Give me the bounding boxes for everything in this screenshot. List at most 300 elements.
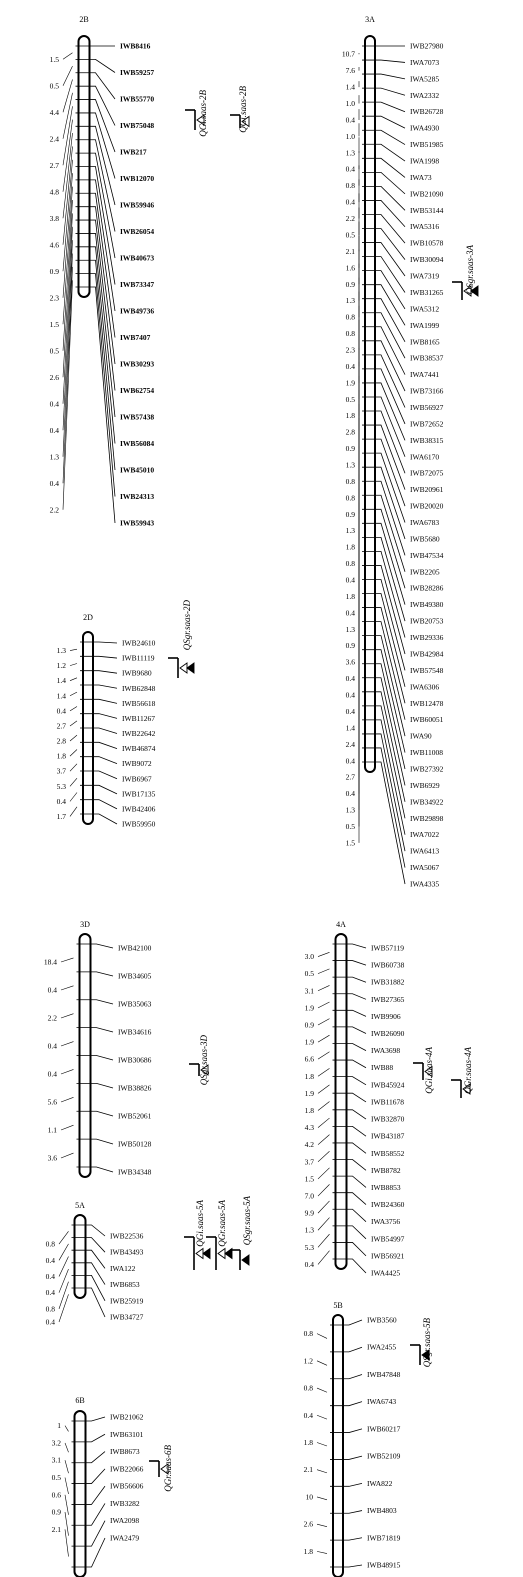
distance-label: 0.4	[345, 706, 355, 716]
distance-connector	[318, 985, 330, 990]
marker-label: IWB34605	[118, 971, 152, 981]
distance-label: 1.1	[47, 1125, 57, 1135]
marker-label: IWB32870	[371, 1114, 405, 1124]
distance-connector	[318, 1184, 330, 1196]
distance-label: 0.5	[49, 81, 59, 91]
marker-label: IWA7073	[410, 57, 440, 67]
marker-connector	[76, 113, 116, 179]
distance-connector	[318, 1052, 330, 1059]
distance-connector	[70, 793, 77, 802]
marker-label: IWA7441	[410, 370, 440, 380]
marker-connector	[362, 636, 405, 736]
marker-connector	[362, 355, 405, 408]
marker-label: IWB54997	[371, 1234, 405, 1244]
marker-connector	[333, 1193, 367, 1205]
marker-connector	[330, 1456, 362, 1459]
qtl-label: QGr.saas-4A	[463, 1047, 473, 1094]
marker-connector	[362, 341, 405, 391]
marker-connector	[362, 116, 405, 128]
marker-label: IWB38537	[410, 353, 444, 363]
marker-connector	[333, 1110, 367, 1119]
marker-label: IWB58552	[371, 1148, 405, 1158]
distance-label: 0.9	[345, 641, 355, 651]
distance-label: 1.3	[345, 624, 355, 634]
marker-label: IWB72652	[410, 419, 444, 429]
chromosome-bar	[75, 1411, 86, 1577]
qtl-qgi-saas-2b	[230, 85, 249, 132]
marker-label: IWB24313	[120, 492, 155, 501]
marker-connector	[72, 1452, 106, 1463]
distance-label: 1.4	[345, 723, 355, 733]
distance-label: 1.8	[345, 591, 355, 601]
distance-label: 3.1	[51, 1455, 61, 1465]
distance-connector	[61, 986, 74, 990]
distance-label: 18.4	[43, 957, 57, 967]
marker-label: IWB20020	[410, 501, 444, 511]
marker-connector	[330, 1565, 362, 1567]
marker-label: IWB43493	[110, 1247, 144, 1257]
marker-label: IWA5316	[410, 222, 440, 232]
distance-label: 0.9	[49, 266, 59, 276]
marker-label: IWB10578	[410, 238, 444, 248]
distance-connector	[317, 1443, 327, 1447]
distance-label: 0.4	[49, 425, 59, 435]
distance-label: 5.6	[47, 1097, 57, 1107]
qtl-label: QSgr.saas-2D	[182, 600, 192, 651]
distance-connector	[65, 1426, 69, 1432]
marker-label: IWB59257	[120, 68, 155, 77]
marker-label: IWB6967	[122, 774, 152, 784]
distance-connector	[70, 764, 77, 771]
distance-label: 9.9	[304, 1208, 314, 1218]
marker-connector	[333, 1242, 367, 1255]
marker-label: IWA2479	[110, 1533, 140, 1543]
marker-label: IWB35063	[118, 999, 152, 1009]
distance-connector	[61, 958, 74, 962]
marker-label: IWB51985	[410, 140, 444, 150]
chromosome-title: 2D	[83, 613, 93, 622]
distance-label: 3.1	[304, 986, 314, 996]
marker-connector	[333, 1077, 367, 1085]
distance-label: 0.4	[345, 361, 355, 371]
qtl-qgi-saas-4a	[413, 1046, 434, 1093]
marker-label: IWB60217	[367, 1424, 401, 1434]
distance-label: 1.5	[345, 838, 355, 848]
distance-connector	[63, 66, 73, 86]
distance-label: 5.3	[56, 781, 66, 791]
distance-label: 1.4	[345, 82, 355, 92]
distance-connector	[318, 1068, 330, 1076]
distance-label: 2.4	[345, 739, 355, 749]
marker-label: IWB45924	[371, 1080, 405, 1090]
distance-connector	[61, 1125, 74, 1130]
marker-label: IWB31882	[371, 977, 405, 987]
distance-connector	[59, 1269, 69, 1293]
distance-connector	[318, 1151, 330, 1162]
marker-label: IWB6929	[410, 780, 440, 790]
open-triangle-icon	[196, 1249, 203, 1259]
marker-label: IWB20753	[410, 616, 444, 626]
marker-label: IWA2332	[410, 90, 440, 100]
marker-label: IWB27365	[371, 994, 405, 1004]
marker-label: IWB42406	[122, 804, 156, 814]
distance-label: 1.9	[345, 378, 355, 388]
distance-label: 0.4	[345, 197, 355, 207]
chromosome-title: 3A	[365, 15, 375, 24]
marker-label: IWA1999	[410, 320, 440, 330]
marker-label: IWB24360	[371, 1200, 405, 1210]
distance-label: 2.4	[49, 134, 59, 144]
distance-connector	[318, 1218, 330, 1231]
distance-label: 7.6	[345, 66, 355, 76]
qtl-label: QSgr.saas-5B	[422, 1318, 432, 1368]
marker-connector	[333, 961, 367, 966]
distance-label: 0.9	[304, 1020, 314, 1030]
marker-connector	[72, 1225, 106, 1236]
marker-label: IWB31265	[410, 287, 444, 297]
distance-label: 1.8	[304, 1106, 314, 1115]
marker-connector	[330, 1511, 362, 1514]
distance-label: 0.8	[45, 1304, 55, 1314]
qtl-qsgr-saas-3d	[189, 1035, 209, 1086]
marker-connector	[333, 1043, 367, 1050]
chromosome-5a	[46, 1201, 144, 1327]
distance-connector	[70, 649, 77, 650]
marker-label: IWB30094	[410, 255, 444, 265]
marker-label: IWB52061	[118, 1111, 152, 1121]
marker-connector	[333, 1226, 367, 1239]
distance-connector	[317, 1334, 327, 1339]
chromosome-title: 2B	[79, 15, 89, 24]
distance-label: 10	[305, 1492, 313, 1502]
marker-label: IWB9072	[122, 759, 152, 769]
marker-label: IWA1998	[410, 156, 440, 166]
distance-connector	[318, 1234, 330, 1247]
distance-label: 0.8	[303, 1383, 313, 1393]
distance-connector	[318, 1135, 330, 1145]
chromosome-3a	[342, 15, 444, 889]
marker-connector	[362, 102, 405, 112]
marker-label: IWB71819	[367, 1533, 401, 1543]
distance-label: 0.4	[45, 1317, 55, 1327]
marker-connector	[77, 1000, 114, 1004]
marker-label: IWB43187	[371, 1131, 405, 1141]
distance-label: 1.8	[56, 751, 66, 761]
marker-connector	[333, 977, 367, 982]
distance-connector	[65, 1478, 69, 1495]
distance-label: 0.4	[56, 796, 66, 806]
distance-label: 0.4	[49, 478, 59, 488]
marker-connector	[72, 1486, 106, 1504]
distance-connector	[65, 1460, 69, 1473]
marker-connector	[76, 100, 116, 152]
marker-label: IWA822	[367, 1478, 393, 1488]
distance-label: 0.9	[345, 444, 355, 454]
distance-label: 1.3	[345, 526, 355, 536]
distance-label: 1.8	[345, 411, 355, 421]
distance-label: 2.8	[345, 427, 355, 437]
marker-label: IWB73166	[410, 386, 444, 396]
marker-connector	[330, 1374, 362, 1378]
distance-label: 0.4	[47, 1069, 57, 1079]
marker-label: IWB48915	[367, 1560, 401, 1570]
marker-label: IWB26090	[371, 1029, 405, 1039]
distance-connector	[317, 1415, 327, 1419]
marker-label: IWB62848	[122, 683, 156, 693]
distance-label: 0.4	[303, 1410, 313, 1420]
marker-label: IWB73347	[120, 280, 155, 289]
marker-connector	[362, 397, 405, 457]
marker-connector	[333, 1010, 367, 1016]
solid-triangle-icon	[187, 663, 194, 673]
marker-connector	[330, 1402, 362, 1406]
distance-label: 0.9	[51, 1507, 61, 1517]
marker-connector	[362, 650, 405, 753]
marker-connector	[77, 1028, 114, 1032]
marker-label: IWB49380	[410, 600, 444, 610]
distance-label: 0.4	[345, 115, 355, 125]
marker-label: IWA5285	[410, 74, 440, 84]
marker-connector	[333, 1143, 367, 1153]
distance-label: 1.8	[304, 1071, 314, 1081]
marker-connector	[362, 411, 405, 473]
qtl-qsgr-saas-3a	[452, 245, 478, 300]
marker-connector	[80, 685, 117, 688]
distance-label: 1.0	[345, 131, 355, 141]
marker-connector	[77, 1167, 114, 1172]
distance-connector	[70, 778, 77, 786]
distance-label: 0.5	[345, 230, 355, 240]
marker-label: IWB59950	[122, 819, 156, 829]
marker-connector	[362, 130, 405, 144]
distance-label: 1.3	[49, 452, 59, 462]
marker-connector	[362, 299, 405, 342]
distance-connector	[318, 1168, 330, 1179]
marker-connector	[330, 1483, 362, 1486]
qtl-label: QGr.saas-6B	[163, 1445, 173, 1492]
distance-connector	[318, 969, 330, 974]
distance-connector	[317, 1388, 327, 1392]
marker-connector	[76, 59, 116, 72]
marker-label: IWB7407	[120, 333, 151, 342]
marker-connector	[362, 229, 405, 260]
marker-connector	[362, 285, 405, 326]
marker-label: IWB34922	[410, 797, 444, 807]
distance-label: 0.4	[304, 1259, 314, 1269]
marker-connector	[76, 247, 116, 444]
marker-connector	[76, 86, 116, 125]
distance-label: 0.5	[51, 1473, 61, 1482]
marker-label: IWB17135	[122, 789, 156, 799]
marker-label: IWB47848	[367, 1369, 401, 1379]
marker-connector	[72, 1417, 106, 1421]
distance-label: 0.4	[345, 608, 355, 618]
marker-connector	[72, 1503, 106, 1525]
distance-connector	[70, 678, 77, 681]
chromosome-6b	[52, 1396, 144, 1577]
marker-connector	[80, 785, 117, 794]
distance-connector	[318, 1035, 330, 1042]
marker-connector	[362, 60, 405, 62]
distance-label: 1.4	[56, 691, 66, 701]
marker-label: IWA4335	[410, 879, 440, 889]
distance-label: 3.7	[304, 1157, 314, 1167]
marker-label: IWB22642	[122, 729, 156, 738]
marker-connector	[362, 720, 405, 835]
distance-label: 0.6	[51, 1490, 61, 1500]
distance-label: 0.5	[49, 346, 59, 356]
marker-connector	[80, 728, 117, 734]
marker-label: IWB11678	[371, 1097, 405, 1107]
marker-label: IWB49736	[120, 306, 155, 316]
marker-label: IWA5067	[410, 863, 440, 873]
distance-label: 0.4	[45, 1272, 55, 1281]
marker-label: IWB56618	[122, 698, 156, 708]
distance-label: 1.5	[49, 319, 59, 329]
distance-connector	[317, 1361, 327, 1366]
distance-label: 1.3	[345, 296, 355, 306]
marker-label: IWB3282	[110, 1498, 140, 1508]
distance-label: 0.4	[45, 1255, 55, 1265]
distance-label: 1.5	[49, 54, 59, 64]
distance-connector	[318, 1118, 330, 1128]
qtl-qgi-saas-2b	[185, 89, 208, 136]
distance-label: 1.8	[303, 1438, 313, 1447]
marker-label: IWB62754	[120, 386, 155, 395]
marker-label: IWB8853	[371, 1182, 401, 1192]
chromosome-bar	[333, 1315, 343, 1577]
distance-label: 1.7	[56, 811, 66, 821]
marker-connector	[80, 671, 117, 674]
marker-label: IWA4930	[410, 123, 440, 133]
marker-label: IWB56921	[371, 1251, 405, 1261]
distance-label: 3.0	[304, 952, 314, 962]
marker-connector	[333, 1060, 367, 1068]
chromosome-4a	[305, 920, 405, 1278]
chromosome-2b	[50, 15, 155, 528]
marker-label: IWB38315	[410, 435, 444, 445]
marker-connector	[362, 509, 405, 588]
distance-label: 1.4	[56, 676, 66, 686]
distance-label: 0.9	[345, 509, 355, 519]
marker-label: IWB8165	[410, 337, 440, 347]
distance-label: 3.6	[345, 657, 355, 667]
marker-label: IWB52109	[367, 1451, 401, 1461]
marker-label: IWB20961	[410, 485, 444, 495]
distance-connector	[70, 692, 77, 696]
distance-connector	[59, 1231, 69, 1244]
marker-connector	[80, 800, 117, 809]
distance-label: 1.2	[303, 1356, 313, 1366]
marker-label: IWB56084	[120, 439, 155, 448]
marker-connector	[80, 757, 117, 764]
chromosome-bar	[75, 1215, 86, 1298]
marker-label: IWB26728	[410, 107, 444, 117]
distance-connector	[61, 1069, 74, 1074]
marker-connector	[77, 944, 114, 948]
distance-label: 3.2	[51, 1438, 61, 1448]
marker-connector	[72, 1521, 106, 1546]
distance-connector	[63, 79, 73, 112]
distance-connector	[317, 1524, 327, 1527]
marker-label: IWA6743	[367, 1397, 397, 1407]
marker-label: IWB59946	[120, 200, 155, 210]
marker-label: IWB53144	[410, 205, 444, 215]
marker-label: IWB63101	[110, 1429, 144, 1439]
marker-label: IWB11008	[410, 748, 444, 758]
distance-connector	[317, 1497, 327, 1500]
distance-label: 1.9	[304, 1088, 314, 1098]
marker-connector	[80, 771, 117, 779]
marker-connector	[333, 1093, 367, 1102]
marker-label: IWB45010	[120, 465, 155, 475]
marker-label: IWB60051	[410, 715, 444, 725]
distance-label: 10.7	[341, 49, 355, 59]
marker-connector	[362, 74, 405, 79]
qtl-label: QSgr.saas-5A	[242, 1196, 252, 1246]
distance-connector	[61, 1014, 74, 1018]
marker-label: IWB9680	[122, 668, 152, 678]
marker-label: IWA2098	[110, 1516, 140, 1526]
marker-connector	[80, 699, 117, 703]
marker-label: IWA7319	[410, 271, 440, 281]
open-triangle-icon	[180, 663, 187, 673]
marker-label: IWB21090	[410, 189, 444, 199]
marker-label: IWB2205	[410, 567, 440, 577]
distance-label: 0.4	[56, 706, 66, 716]
distance-label: 3.7	[56, 766, 66, 776]
qtl-qsgr-saas-5b	[410, 1318, 432, 1368]
distance-connector	[318, 952, 330, 956]
marker-connector	[330, 1320, 362, 1325]
distance-label: 2.2	[47, 1013, 57, 1023]
marker-connector	[333, 1259, 367, 1273]
distance-connector	[61, 1097, 74, 1102]
distance-label: 1.8	[303, 1546, 313, 1556]
chromosome-5b	[304, 1301, 401, 1577]
marker-connector	[80, 642, 117, 643]
marker-connector	[362, 88, 405, 95]
distance-connector	[318, 1002, 330, 1008]
distance-connector	[318, 1251, 330, 1265]
distance-connector	[65, 1443, 69, 1452]
marker-label: IWB34616	[118, 1027, 152, 1037]
marker-connector	[333, 1209, 367, 1221]
chromosome-bar	[365, 36, 375, 772]
distance-connector	[70, 707, 77, 711]
marker-connector	[333, 1126, 367, 1136]
distance-label: 1.8	[345, 542, 355, 552]
distance-label: 0.5	[345, 821, 355, 831]
distance-connector	[59, 1257, 69, 1277]
distance-label: 0.8	[345, 329, 355, 339]
qtl-label: QGi.saas-2B	[238, 86, 248, 133]
marker-label: IWB24610	[122, 638, 156, 648]
distance-label: 2.3	[49, 293, 59, 303]
distance-label: 1.0	[345, 99, 355, 109]
marker-connector	[72, 1469, 106, 1484]
marker-connector	[333, 944, 367, 948]
marker-label: IWB46874	[122, 744, 156, 754]
solid-triangle-icon	[203, 1249, 210, 1259]
distance-label: 1.9	[304, 1003, 314, 1013]
distance-label: 3.6	[47, 1153, 57, 1163]
marker-label: IWA6783	[410, 518, 440, 528]
distance-label: 2.1	[303, 1465, 313, 1475]
distance-label: 0.4	[345, 674, 355, 684]
marker-label: IWB57438	[120, 412, 155, 422]
qtl-qgr-saas-6b	[149, 1445, 173, 1492]
